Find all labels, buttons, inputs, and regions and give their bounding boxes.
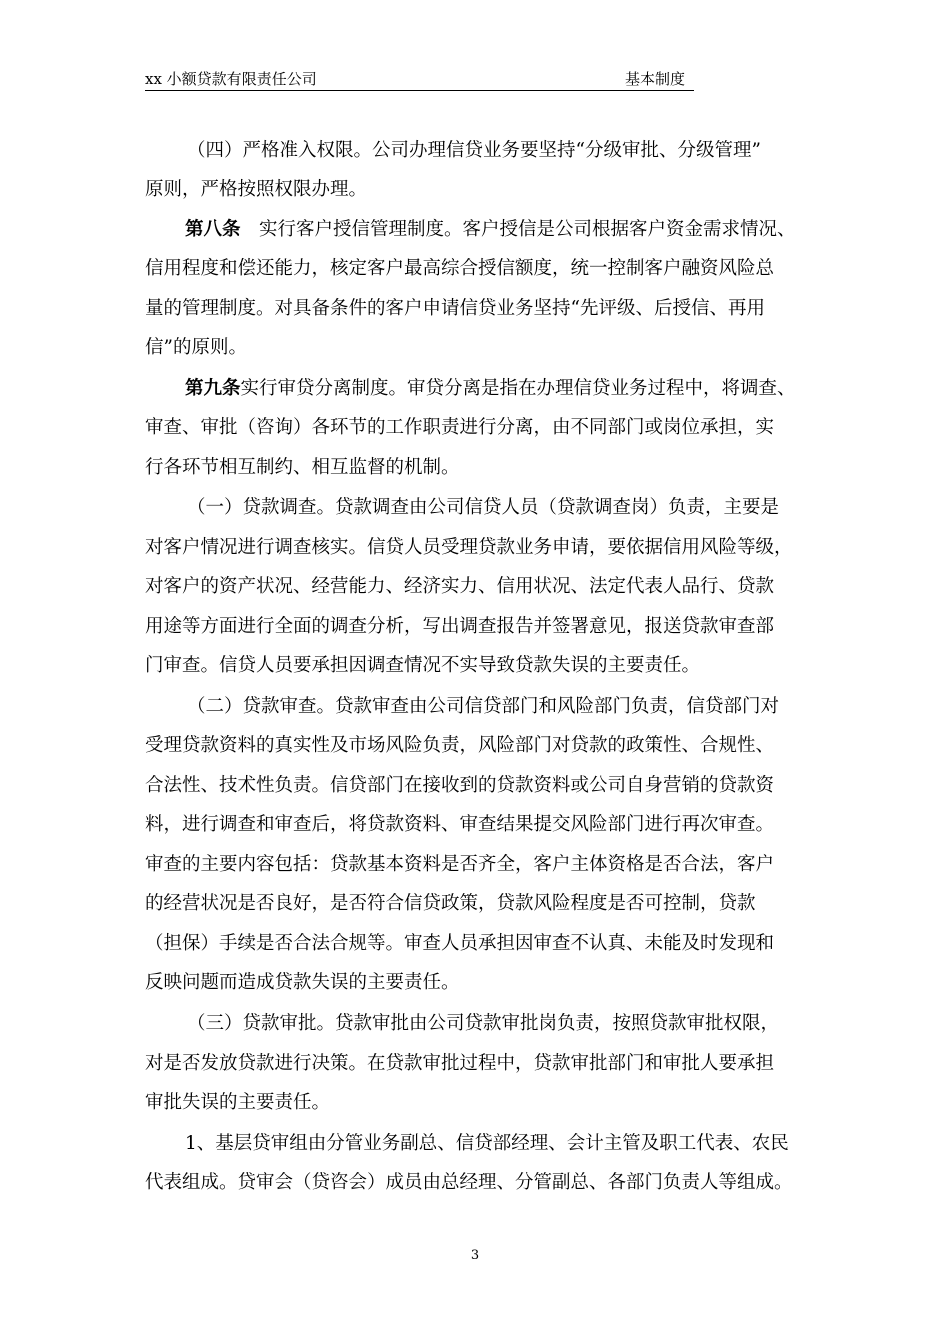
line-text: 审批失误的主要责任。 xyxy=(145,1092,331,1113)
paragraph-line xyxy=(145,416,774,440)
paragraph-line xyxy=(145,892,756,916)
line-text: 料，进行调查和审查后，将贷款资料、审查结果提交风险部门进行再次审查。 xyxy=(145,814,775,835)
line-text: 行各环节相互制约、相互监督的机制。 xyxy=(145,457,460,478)
line-text: 代表组成。贷审会（贷咨会）成员由总经理、分管副总、各部门负责人等组成。 xyxy=(145,1172,793,1193)
paragraph-line xyxy=(145,1091,330,1115)
paragraph-line xyxy=(145,971,460,995)
paragraph-line xyxy=(145,456,460,480)
paragraph-line xyxy=(145,536,793,560)
line-text: 用途等方面进行全面的调查分析，写出调查报告并签署意见，报送贷款审查部 xyxy=(145,616,775,637)
line-text: 对客户情况进行调查核实。信贷人员受理贷款业务申请，要依据信用风险等级， xyxy=(145,537,793,558)
article-8-label: 第八条 xyxy=(185,219,241,240)
line-text: 1、基层贷审组由分管业务副总、信贷部经理、会计主管及职工代表、农民 xyxy=(185,1133,789,1154)
line-text: （二）贷款审查。贷款审查由公司信贷部门和风险部门负责，信贷部门对 xyxy=(187,696,780,717)
page-header xyxy=(145,66,694,91)
line-text: 对客户的资产状况、经营能力、经济实力、信用状况、法定代表人品行、贷款 xyxy=(145,576,775,597)
line-text: 门审查。信贷人员要承担因调查情况不实导致贷款失误的主要责任。 xyxy=(145,655,701,676)
paragraph-line xyxy=(187,139,761,163)
paragraph-line xyxy=(145,853,774,877)
line-text: 合法性、技术性负责。信贷部门在接收到的贷款资料或公司自身营销的贷款资 xyxy=(145,775,775,796)
paragraph-line xyxy=(145,734,774,758)
paragraph-line xyxy=(145,575,774,599)
line-text: （四）严格准入权限。公司办理信贷业务要坚持“分级审批、分级管理” xyxy=(187,140,761,161)
line-text: 的经营状况是否良好，是否符合信贷政策，贷款风险程度是否可控制，贷款 xyxy=(145,893,756,914)
article-8-line xyxy=(185,218,796,242)
line-text: （三）贷款审批。贷款审批由公司贷款审批岗负责，按照贷款审批权限， xyxy=(187,1013,780,1034)
line-text: 审查的主要内容包括：贷款基本资料是否齐全，客户主体资格是否合法，客户 xyxy=(145,854,775,875)
article-9-label: 第九条 xyxy=(185,378,241,399)
line-text: 实行客户授信管理制度。客户授信是公司根据客户资金需求情况、 xyxy=(240,219,796,240)
line-text: 信”的原则。 xyxy=(145,337,247,358)
paragraph-line xyxy=(145,932,774,956)
paragraph-line xyxy=(145,774,774,798)
line-text: （一）贷款调查。贷款调查由公司信贷人员（贷款调查岗）负责，主要是 xyxy=(187,497,780,518)
line-text: 反映问题而造成贷款失误的主要责任。 xyxy=(145,972,460,993)
paragraph-line xyxy=(145,336,247,360)
page-number: 3 xyxy=(470,1248,480,1263)
line-text: 实行审贷分离制度。审贷分离是指在办理信贷业务过程中，将调查、 xyxy=(240,378,796,399)
paragraph-line xyxy=(187,695,779,719)
paragraph-line xyxy=(145,813,774,837)
header-company: xx 小额贷款有限责任公司 xyxy=(145,70,317,88)
line-text: 信用程度和偿还能力，核定客户最高综合授信额度，统一控制客户融资风险总 xyxy=(145,258,775,279)
paragraph-line xyxy=(145,1171,793,1195)
line-text: （担保）手续是否合法合规等。审查人员承担因审查不认真、未能及时发现和 xyxy=(145,933,775,954)
paragraph-line xyxy=(145,654,700,678)
paragraph-line xyxy=(145,257,774,281)
paragraph-line xyxy=(187,496,779,520)
paragraph-line xyxy=(145,615,774,639)
article-9-line xyxy=(185,377,796,401)
paragraph-line xyxy=(145,297,765,321)
paragraph-line xyxy=(145,1052,774,1076)
paragraph-line xyxy=(187,1012,779,1036)
line-text: 原则，严格按照权限办理。 xyxy=(145,179,368,200)
header-doc-type: 基本制度 xyxy=(625,70,686,88)
line-text: 对是否发放贷款进行决策。在贷款审批过程中，贷款审批部门和审批人要承担 xyxy=(145,1053,775,1074)
line-text: 受理贷款资料的真实性及市场风险负责，风险部门对贷款的政策性、合规性、 xyxy=(145,735,775,756)
paragraph-line xyxy=(145,178,367,202)
line-text: 量的管理制度。对具备条件的客户申请信贷业务坚持“先评级、后授信、再用 xyxy=(145,298,765,319)
paragraph-line xyxy=(185,1132,789,1156)
line-text: 审查、审批（咨询）各环节的工作职责进行分离，由不同部门或岗位承担，实 xyxy=(145,417,775,438)
